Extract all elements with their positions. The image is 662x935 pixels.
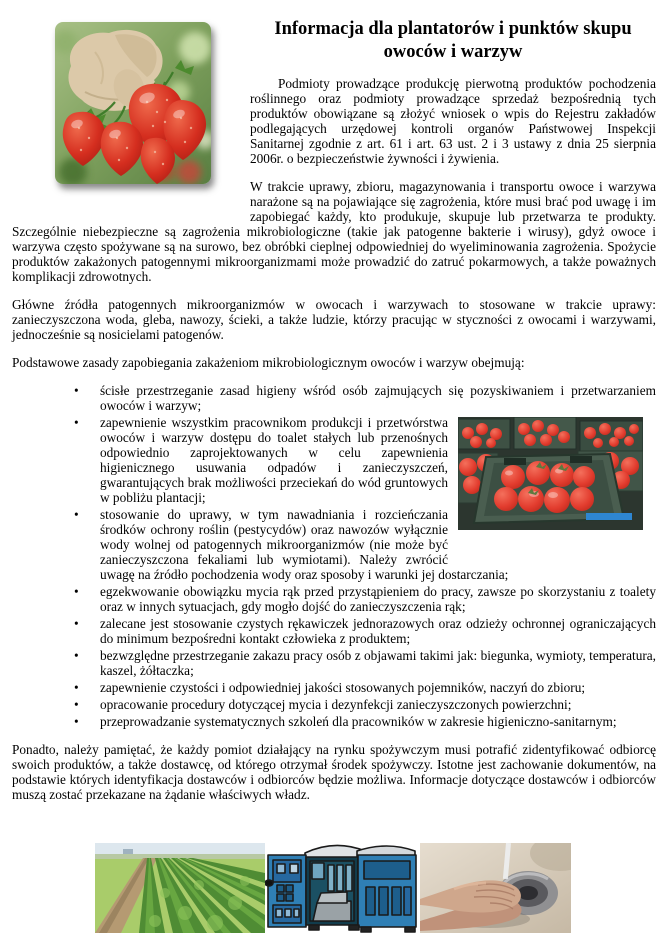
list-item-text: egzekwowanie obowiązku mycia rąk przed przystąpieniem do pracy, zawsze po skorzystaniu z toalety oraz w innych sytuacjach, gdy mogło dojść do zanieczyszczenia rąk; xyxy=(100,584,656,614)
paragraph-hazards: W trakcie uprawy, zbioru, magazynowania i transportu owoce i warzywa narażone są na pojawiające się zagrożenia, które musi brać pod uwagę i im zapobiegać każdy, kto produkuje, skupuje lub przetwarza te produkty. Szczególnie niebezpieczne są zagrożenia mikrobiologiczne (takie jak patogenne bakterie i wirusy), gdyż owoce i warzywa często spożywane są na surowo, bez obróbki cieplnej odpowiedniej do wyeliminowania zagrożenia. Spożycie produktów zakażonych patogennymi mikroorganizmami może prowadzić do zatruć pokarmowych, a także poważnych komplikacji zdrowotnych. xyxy=(12,179,656,284)
list-item xyxy=(100,680,656,695)
paragraph-sources: Główne źródła patogennych mikroorganizmów w owocach i warzywach to stosowane w trakcie uprawy: zanieczyszczona woda, gleba, nawozy, ścieki, a także ludzie, którzy pracując w styczności z owocami i warzywami, jednocześnie są nosicielami patogenów. xyxy=(12,297,656,342)
list-item-text: opracowanie procedury dotyczącej mycia i dezynfekcji zanieczyszczonych powierzchni; xyxy=(100,697,572,712)
list-item-text: zalecane jest stosowanie czystych rękawiczek jednorazowych oraz odzieży ochronnej ograniczających do minimum bezpośredni kontakt człowieka z produktem; xyxy=(100,616,656,646)
list-item-text: ścisłe przestrzeganie zasad higieny wśród osób zajmujących się pozyskiwaniem i przetwarzaniem owoców i warzyw; xyxy=(100,383,656,413)
list-item xyxy=(100,507,656,582)
list-item-text: przeprowadzanie systematycznych szkoleń dla pracowników w zakresie higieniczno-sanitarnym; xyxy=(100,714,617,729)
list-item xyxy=(100,714,656,729)
paragraph-rules-intro: Podstawowe zasady zapobiegania zakażeniom mikrobiologicznym owoców i warzyw obejmują: xyxy=(12,355,525,370)
paragraph-traceability: Ponadto, należy pamiętać, że każdy pomiot działający na rynku spożywczym musi potrafić zidentyfikować odbiorcę swoich produktów, a także dostawcę, od którego otrzymał środek spożywczy. Istotne jest zachowanie dokumentów, na podstawie których identyfikacja dostawców i odbiorców będzie możliwa. Informacje dotyczące dostawców i odbiorców muszą zostać przekazane na żądanie właściwych władz. xyxy=(12,742,656,802)
list-item xyxy=(100,616,656,646)
field-photo xyxy=(95,843,265,933)
document-title: Informacja dla plantatorów i punktów skupu owoców i warzyw xyxy=(274,19,632,62)
list-item xyxy=(100,383,656,413)
list-item-text: zapewnienie czystości i odpowiedniej jakości stosowanych pojemników, naczyń do zbioru; xyxy=(100,680,586,695)
strawberries-photo xyxy=(55,22,211,184)
list-item xyxy=(100,584,656,614)
list-item xyxy=(100,697,656,712)
list-item-text: stosowanie do uprawy, w tym nawadniania i rozcieńczania środków ochrony roślin (pestycydów) oraz nawozów wyłącznie wody wolnej od patogennych mikroorganizmów (nie może być zanieczyszczona fekaliami lub wymiotami). Należy zwrócić uwagę na źródło pochodzenia wody oraz sposoby i warunki jej dostarczania; xyxy=(100,507,509,582)
hygiene-rules-list xyxy=(12,383,656,729)
list-item-text: zapewnienie wszystkim pracownikom produkcji i przetwórstwa owoców i warzyw dostępu do toalet stałych lub przenośnych odpowiednio zaprojektowanych w celu zapewnienia higienicznego usuwania odpadów i zanieczyszczeń, gwarantujących brak możliwości przeciekań do wód gruntowych w pobliżu plantacji; xyxy=(100,415,448,505)
paragraph-intro: Podmioty prowadzące produkcję pierwotną produktów pochodzenia roślinnego oraz podmioty prowadzące sprzedaż bezpośrednią tych produktów obowiązane są złożyć wniosek o wpis do Rejestru zakładów podlegających urzędowej kontroli organów Państwowej Inspekcji Sanitarnej zgodnie z art. 61 i art. 63 ust. 2 i 3 ustawy z dnia 25 sierpnia 2006r. o bezpieczeństwie żywności i żywienia. xyxy=(250,76,656,166)
list-item xyxy=(100,415,656,505)
list-item-text: bezwzględne przestrzeganie zakazu pracy osób z objawami takimi jak: biegunka, wymioty, temperatura, kaszel, żółtaczka; xyxy=(100,648,656,678)
strawberries-photo-container xyxy=(12,14,250,214)
list-item xyxy=(100,648,656,678)
bottom-photo-strip xyxy=(95,843,571,933)
portable-toilets-clipart xyxy=(265,843,420,933)
handwashing-photo xyxy=(420,843,571,933)
